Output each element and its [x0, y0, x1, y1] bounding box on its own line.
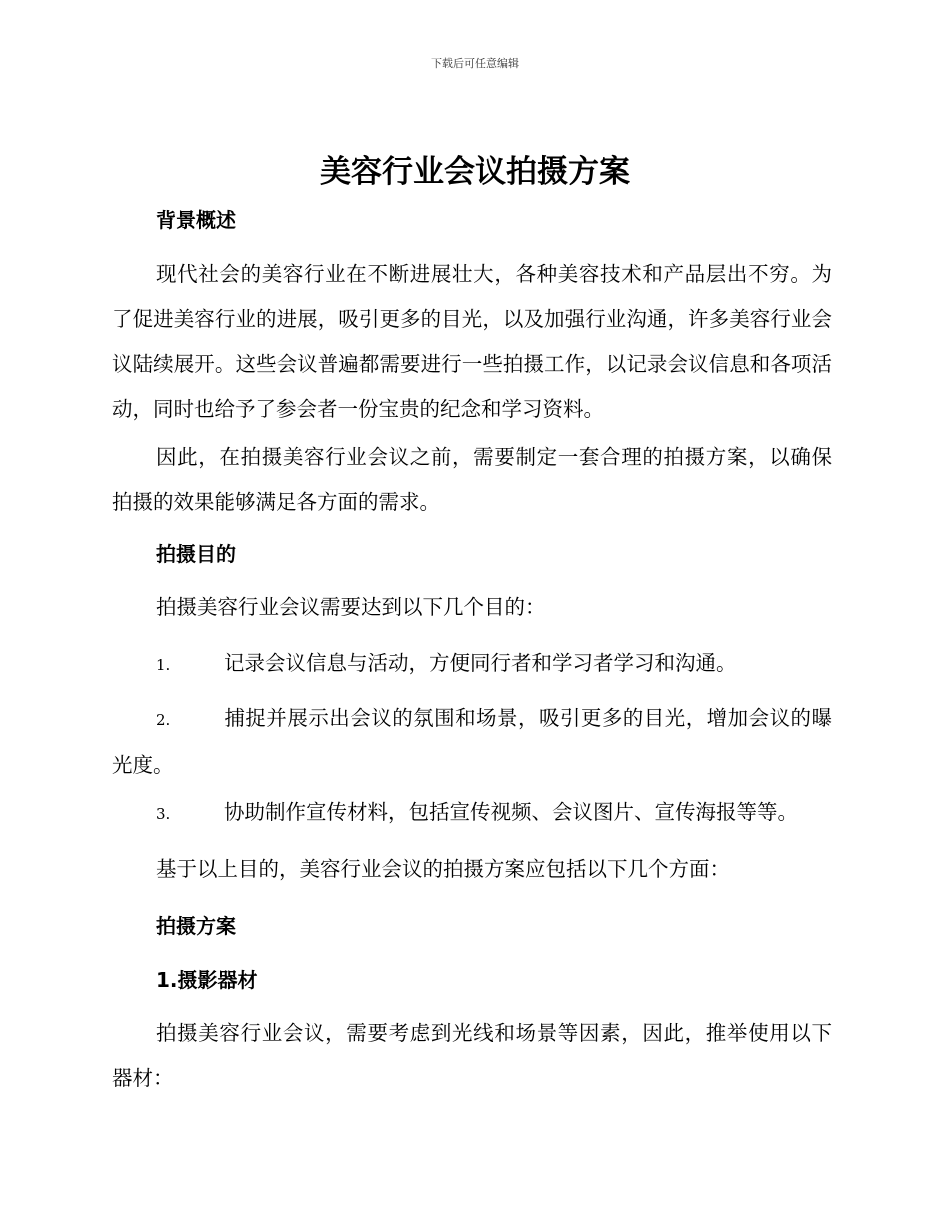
list-number: 2. [156, 711, 171, 729]
background-paragraph-1: 现代社会的美容行业在不断进展壮大，各种美容技术和产品层出不穷。为了促进美容行业的进展，吸引更多的目光，以及加强行业沟通，许多美容行业会议陆续展开。这些会议普遍都需要进行一些拍摄工作，以记录会议信息和各项活动，同时也给予了参会者一份宝贵的纪念和学习资料。 [112, 262, 832, 421]
list-item-text: 记录会议信息与活动，方便同行者和学习者学习和沟通。 [224, 651, 737, 675]
list-number: 1. [156, 656, 171, 674]
equipment-paragraph: 拍摄美容行业会议，需要考虑到光线和场景等因素，因此，推举使用以下器材： [112, 1021, 832, 1090]
header-note: 下载后可任意编辑 [431, 57, 519, 70]
list-item [112, 641, 832, 688]
section-heading-plan: 拍摄方案 [156, 914, 236, 938]
background-paragraph-2: 因此，在拍摄美容行业会议之前，需要制定一套合理的拍摄方案，以确保拍摄的效果能够满足各方面的需求。 [112, 445, 832, 514]
section-heading-background: 背景概述 [156, 208, 236, 232]
list-item-text: 协助制作宣传材料，包括宣传视频、会议图片、宣传海报等等。 [224, 800, 798, 824]
document-title: 美容行业会议拍摄方案 [320, 154, 630, 190]
subheading-equipment: 1.摄影器材 [156, 968, 258, 992]
list-item [112, 696, 832, 788]
list-item-text: 捕捉并展示出会议的氛围和场景，吸引更多的目光，增加会议的曝光度。 [112, 706, 832, 777]
list-number: 3. [156, 805, 171, 823]
section-heading-purpose: 拍摄目的 [156, 542, 236, 566]
list-item [112, 790, 832, 837]
purpose-intro: 拍摄美容行业会议需要达到以下几个目的： [156, 595, 546, 619]
purpose-conclusion: 基于以上目的，美容行业会议的拍摄方案应包括以下几个方面： [156, 857, 730, 881]
